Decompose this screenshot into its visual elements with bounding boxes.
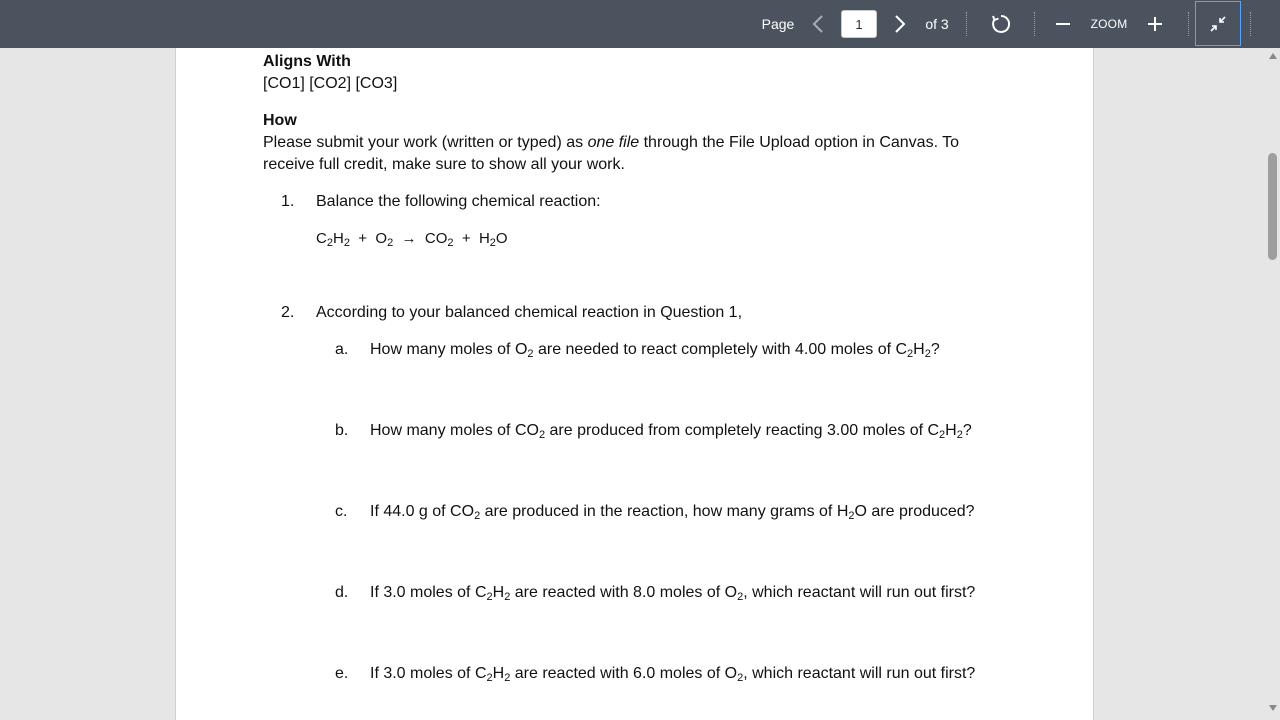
scroll-down-button[interactable] xyxy=(1265,704,1280,716)
vertical-scrollbar[interactable] xyxy=(1265,48,1280,720)
question-2a-letter: a. xyxy=(335,341,349,358)
question-2d-letter: d. xyxy=(335,584,349,601)
question-2e-letter: e. xyxy=(335,665,349,682)
page-number-input[interactable] xyxy=(841,10,877,38)
question-1-number: 1. xyxy=(281,193,295,210)
scroll-thumb[interactable] xyxy=(1268,153,1277,260)
aligns-heading: Aligns With xyxy=(263,53,351,70)
next-page-button[interactable] xyxy=(888,0,912,48)
zoom-in-button[interactable] xyxy=(1142,0,1168,48)
question-2d-text: If 3.0 moles of $C_2H_2$ are reacted with 8.0 moles of $O_2$, which reactant will run out first? xyxy=(370,584,976,603)
question-2-number: 2. xyxy=(281,304,295,321)
rotate-button[interactable] xyxy=(986,0,1016,48)
question-2c-text: If 44.0 g of $CO_2$ are produced in the reaction, how many grams of $H_2O$ are produced? xyxy=(370,503,975,522)
chemical-equation: $C_2H_2 + O_2 \to CO_2 + H_2O$ xyxy=(316,230,508,249)
question-2a-text: How many moles of $O_2$ are needed to react completely with 4.00 moles of $C_2H_2$? xyxy=(370,341,940,360)
question-2b-text: How many moles of $CO_2$ are produced from completely reacting 3.00 moles of $C_2H_2$? xyxy=(370,422,972,441)
how-paragraph: Please submit your work (written or typed) as one file through the File Upload option in Canvas. To receive full credit, make sure to show all your work. xyxy=(263,134,960,173)
question-1-text: Balance the following chemical reaction: xyxy=(316,193,601,210)
page-label: Page xyxy=(761,16,795,32)
chevron-left-icon xyxy=(812,15,824,33)
triangle-up-icon xyxy=(1268,52,1278,60)
zoom-label: ZOOM xyxy=(1090,17,1128,31)
pdf-toolbar xyxy=(0,0,1280,48)
collapse-arrows-icon xyxy=(1209,15,1227,33)
previous-page-button[interactable] xyxy=(806,0,830,48)
toolbar-separator xyxy=(1250,12,1251,36)
aligns-value: [CO1] [CO2] [CO3] xyxy=(263,75,398,92)
toolbar-separator xyxy=(1188,12,1189,36)
zoom-out-button[interactable] xyxy=(1050,0,1076,48)
minus-icon xyxy=(1055,16,1071,32)
fit-page-button[interactable] xyxy=(1195,1,1241,46)
toolbar-separator xyxy=(1034,12,1035,36)
page-count: of 3 xyxy=(925,16,949,32)
triangle-down-icon xyxy=(1268,704,1278,712)
how-heading: How xyxy=(263,112,297,129)
question-2b-letter: b. xyxy=(335,422,349,439)
question-2c-letter: c. xyxy=(335,503,348,520)
question-2e-text: If 3.0 moles of $C_2H_2$ are reacted with 6.0 moles of $O_2$, which reactant will run out first? xyxy=(370,665,976,684)
chevron-right-icon xyxy=(894,15,906,33)
rotate-icon xyxy=(990,13,1012,35)
scroll-up-button[interactable] xyxy=(1265,52,1280,64)
plus-icon xyxy=(1147,16,1163,32)
document-page xyxy=(175,48,1094,720)
question-2-text: According to your balanced chemical reaction in Question 1, xyxy=(316,304,743,321)
toolbar-separator xyxy=(966,12,967,36)
